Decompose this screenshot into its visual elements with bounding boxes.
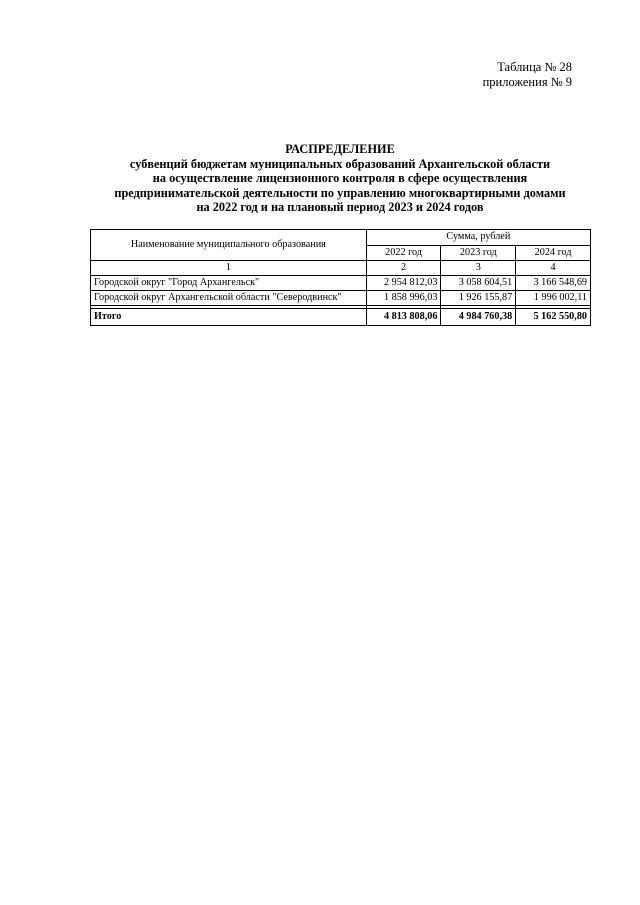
- table-row: [91, 276, 591, 291]
- amount-2022: 2 954 812,03: [366, 276, 441, 291]
- amount-2024: 1 996 002,11: [516, 291, 591, 306]
- total-row: [91, 309, 591, 326]
- column-number: 4: [516, 261, 591, 276]
- column-numbers-row: [91, 261, 591, 276]
- header-year-2022: 2022 год: [366, 245, 441, 261]
- header-municipality: Наименование муниципального образования: [91, 230, 367, 261]
- appendix-number: приложения № 9: [482, 75, 572, 89]
- header-year-2024: 2024 год: [516, 245, 591, 261]
- heading-line-3: предпринимательской деятельности по управлению многоквартирными домами: [114, 185, 566, 200]
- column-number: 3: [441, 261, 516, 276]
- table-row: [91, 291, 591, 306]
- table-header-row: [91, 230, 591, 246]
- total-2024: 5 162 550,80: [516, 309, 591, 326]
- total-2022: 4 813 808,06: [366, 309, 441, 326]
- municipality-name: Городской округ "Город Архангельск": [91, 276, 367, 291]
- header-sum: Сумма, рублей: [366, 230, 590, 246]
- amount-2023: 3 058 604,51: [441, 276, 516, 291]
- municipality-name: Городской округ Архангельской области "Северодвинск": [91, 291, 367, 306]
- column-number: 2: [366, 261, 441, 276]
- heading-line-4: на 2022 год и на плановый период 2023 и 2024 годов: [196, 200, 484, 215]
- column-number: 1: [91, 261, 367, 276]
- header-year-2023: 2023 год: [441, 245, 516, 261]
- heading-line-2: на осуществление лицензионного контроля в сфере осуществления: [152, 171, 528, 186]
- amount-2023: 1 926 155,87: [441, 291, 516, 306]
- heading-line-1: субвенций бюджетам муниципальных образований Архангельской области: [129, 156, 551, 171]
- total-label: Итого: [91, 309, 367, 326]
- table-reference: [483, 60, 572, 90]
- amount-2024: 3 166 548,69: [516, 276, 591, 291]
- amount-2022: 1 858 996,03: [366, 291, 441, 306]
- distribution-table: [90, 229, 591, 326]
- table-number: Таблица № 28: [497, 60, 572, 74]
- total-2023: 4 984 760,38: [441, 309, 516, 326]
- heading-title: РАСПРЕДЕЛЕНИЕ: [285, 142, 395, 156]
- document-heading: [90, 142, 590, 215]
